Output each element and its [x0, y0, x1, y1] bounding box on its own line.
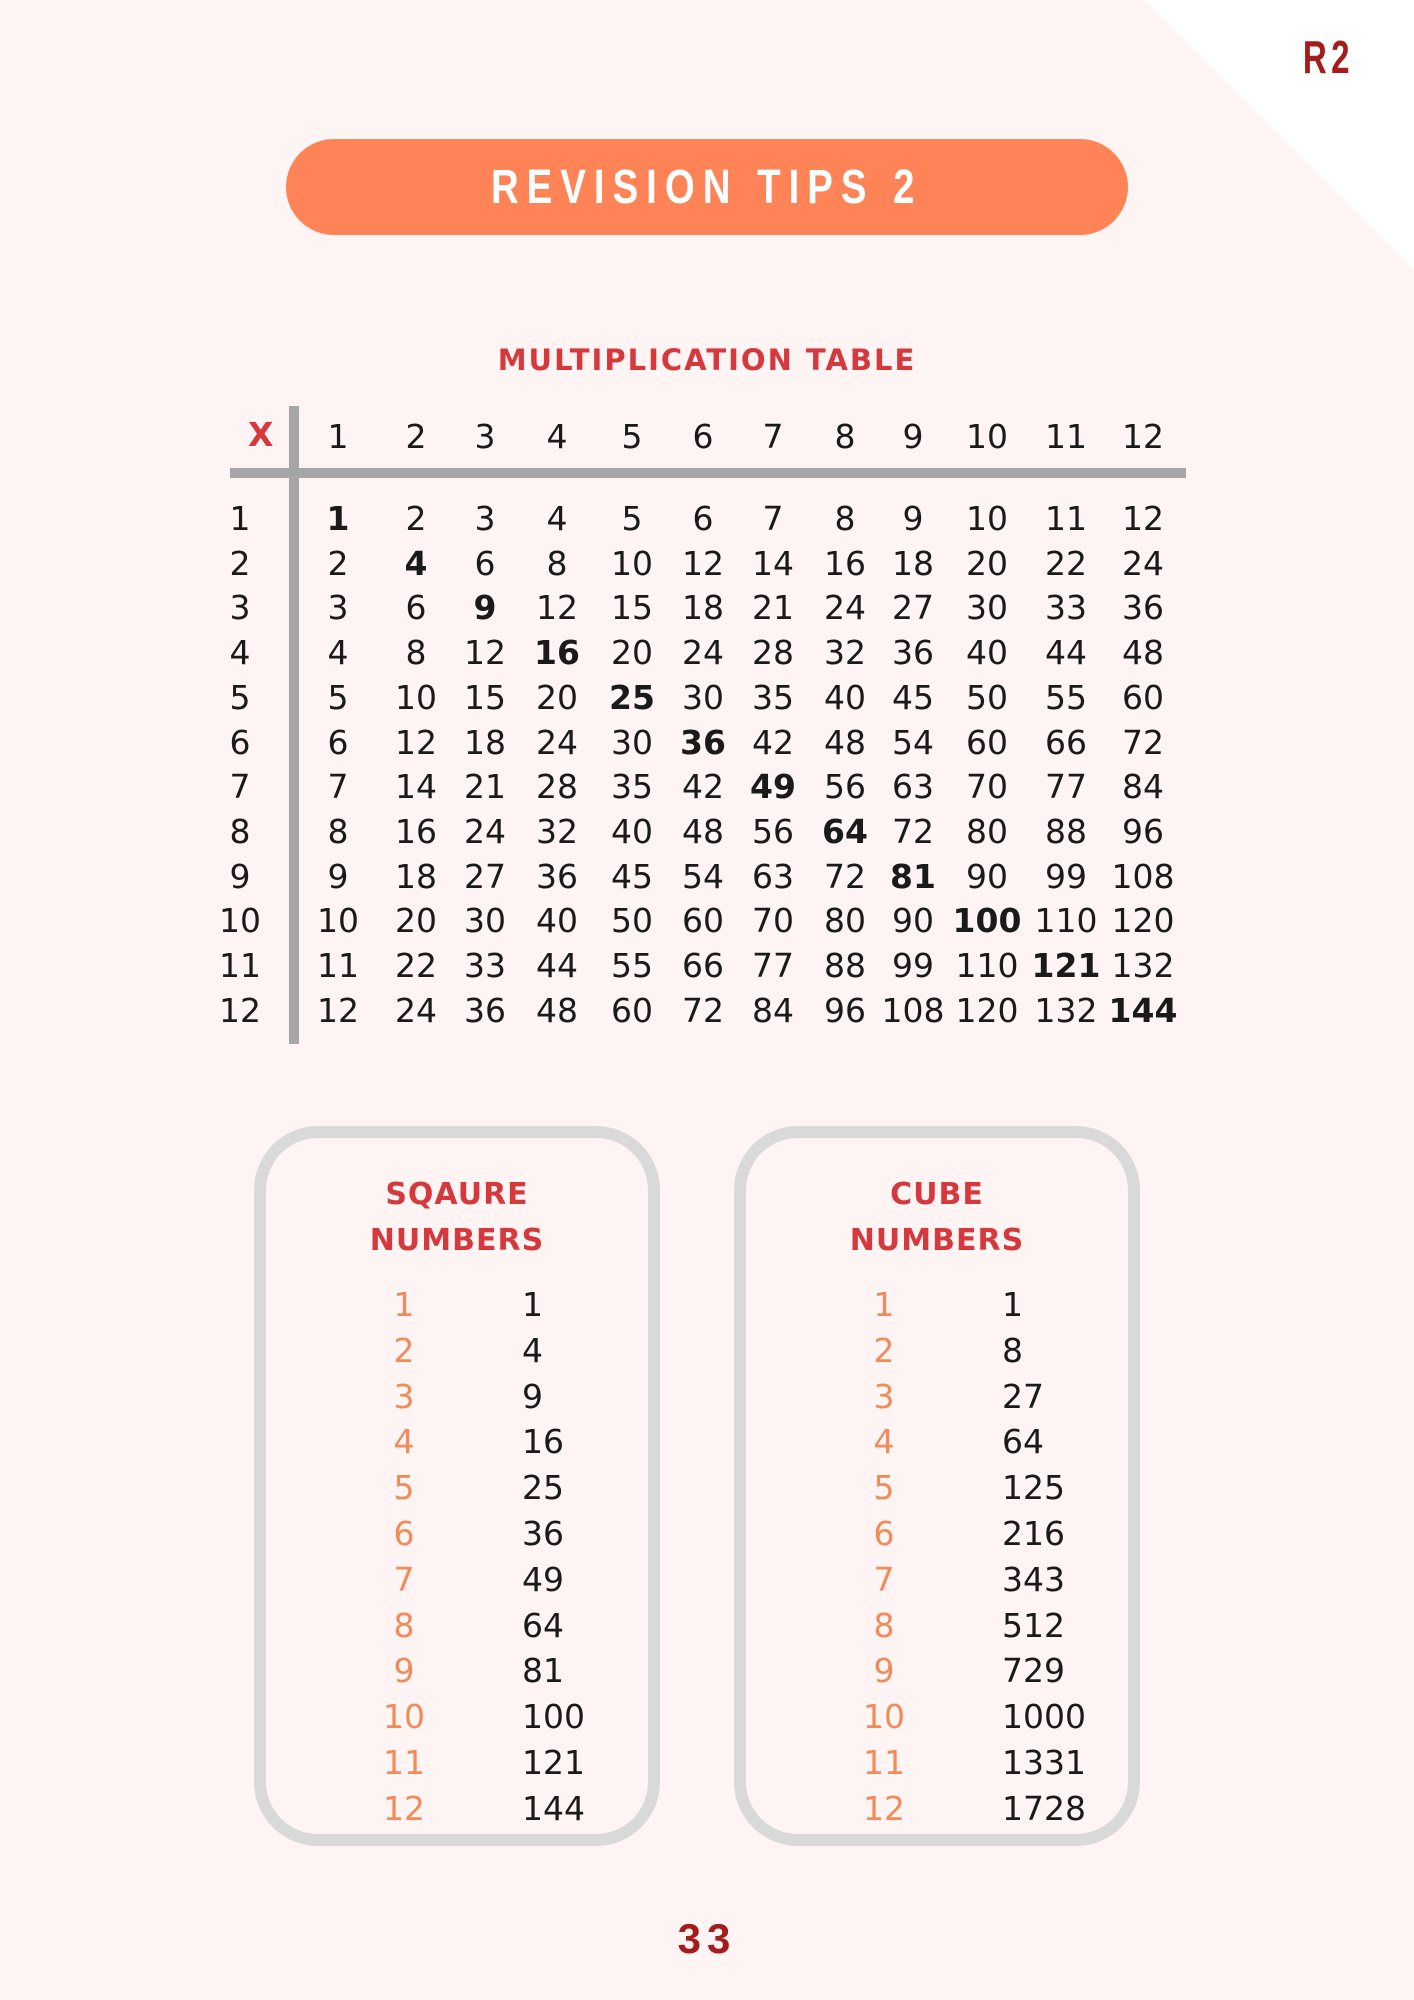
cube-number-value: 125 [1002, 1468, 1065, 1508]
table-cell: 10 [966, 499, 1008, 538]
table-cell: 2 [405, 499, 427, 538]
table-cell: 5 [621, 499, 643, 538]
table-cell: 40 [824, 677, 866, 717]
table-cell: 27 [892, 588, 934, 628]
table-cell: 15 [611, 588, 653, 628]
table-cell: 12 [536, 588, 578, 628]
square-number-index: 1 [393, 1285, 415, 1324]
square-number-value: 64 [522, 1605, 564, 1645]
square-number-value: 100 [522, 1697, 585, 1737]
table-cell-square: 121 [1031, 946, 1101, 985]
cube-number-index: 4 [873, 1422, 895, 1462]
square-number-index: 2 [393, 1330, 415, 1370]
table-cell: 36 [892, 633, 934, 673]
table-cell: 54 [682, 856, 724, 896]
table-cell-square: 36 [680, 722, 726, 762]
table-cell: 18 [395, 856, 437, 896]
table-cell: 4 [546, 499, 568, 538]
table-cell: 60 [611, 990, 653, 1030]
table-cell: 18 [464, 722, 506, 762]
column-header: 9 [902, 417, 924, 456]
table-cell: 50 [966, 677, 1008, 717]
table-cell: 28 [752, 633, 794, 673]
cube-number-value: 64 [1002, 1422, 1044, 1462]
table-cell: 12 [317, 990, 359, 1030]
cube-numbers-title [746, 1172, 1128, 1264]
table-cell: 90 [892, 901, 934, 941]
table-cell-square: 9 [473, 588, 497, 628]
table-cell: 32 [824, 633, 866, 673]
table-cell: 5 [327, 677, 349, 717]
table-cell: 45 [611, 856, 653, 896]
table-cell: 3 [327, 588, 349, 628]
row-header: 11 [219, 946, 261, 985]
table-cell: 120 [955, 990, 1019, 1030]
table-cell-square: 16 [534, 633, 580, 673]
cube-number-value: 216 [1002, 1514, 1065, 1553]
table-cell: 80 [824, 901, 866, 941]
table-cell: 14 [395, 767, 437, 807]
table-cell: 88 [824, 946, 866, 985]
table-cell: 36 [464, 990, 506, 1030]
table-cell: 28 [536, 767, 578, 807]
square-numbers-title [266, 1172, 648, 1264]
table-cell: 18 [682, 588, 724, 628]
table-cell: 44 [536, 946, 578, 985]
page-title-banner [286, 139, 1128, 235]
table-cell: 9 [327, 856, 349, 896]
table-cell: 10 [317, 901, 359, 941]
table-cell: 7 [327, 767, 349, 807]
table-cell: 72 [1122, 722, 1164, 762]
corner-label: R2 [1303, 31, 1354, 83]
square-number-value: 144 [522, 1788, 585, 1828]
column-header: 10 [966, 417, 1008, 456]
square-number-value: 81 [522, 1651, 564, 1691]
table-cell-square: 1 [326, 499, 350, 538]
row-header: 4 [229, 633, 251, 673]
table-cell: 48 [682, 811, 724, 851]
cube-number-value: 1 [1002, 1285, 1023, 1324]
table-cell: 10 [611, 543, 653, 583]
table-cell: 63 [892, 767, 934, 807]
column-header: 3 [474, 417, 496, 456]
table-cell: 60 [1122, 677, 1164, 717]
cube-number-index: 12 [863, 1788, 905, 1828]
table-cell: 96 [824, 990, 866, 1030]
table-cell: 33 [464, 946, 506, 985]
table-cell: 84 [752, 990, 794, 1030]
square-number-index: 8 [393, 1605, 415, 1645]
square-number-value: 49 [522, 1559, 564, 1599]
row-header: 2 [229, 543, 251, 583]
column-header: 12 [1122, 417, 1164, 456]
table-cell: 20 [536, 677, 578, 717]
table-cell: 66 [1045, 722, 1087, 762]
table-cell: 8 [405, 633, 427, 673]
table-cell: 30 [611, 722, 653, 762]
table-cell: 60 [682, 901, 724, 941]
table-cell: 77 [1045, 767, 1087, 807]
square-number-index: 4 [393, 1422, 415, 1462]
table-cell: 12 [464, 633, 506, 673]
table-cell-square: 81 [890, 856, 936, 896]
column-header: 5 [621, 417, 643, 456]
table-cell: 18 [892, 543, 934, 583]
table-cell: 16 [395, 811, 437, 851]
table-cell: 8 [327, 811, 349, 851]
square-number-value: 121 [522, 1743, 585, 1782]
table-cell-square: 4 [404, 543, 428, 583]
table-cell: 3 [474, 499, 496, 538]
table-cell: 12 [682, 543, 724, 583]
column-header: 1 [327, 417, 349, 456]
square-numbers-title-line2: NUMBERS [369, 1223, 545, 1258]
table-cell: 20 [966, 543, 1008, 583]
table-cell: 42 [682, 767, 724, 807]
column-header: 8 [834, 417, 856, 456]
table-cell: 36 [536, 856, 578, 896]
table-cell: 14 [752, 543, 794, 583]
table-cell: 99 [892, 946, 934, 985]
table-cell: 88 [1045, 811, 1087, 851]
cube-number-index: 1 [873, 1285, 895, 1324]
square-number-index: 11 [383, 1743, 425, 1782]
table-cell: 15 [464, 677, 506, 717]
table-cell: 72 [824, 856, 866, 896]
cube-number-index: 5 [873, 1468, 895, 1508]
table-cell: 70 [752, 901, 794, 941]
table-cell: 6 [405, 588, 427, 628]
table-vertical-rule [289, 406, 299, 1044]
row-header: 1 [229, 499, 251, 538]
cube-number-value: 1331 [1002, 1743, 1086, 1782]
table-cell: 80 [966, 811, 1008, 851]
column-header: 6 [692, 417, 714, 456]
table-cell: 63 [752, 856, 794, 896]
page-number: 33 [677, 1915, 737, 1962]
table-cell: 22 [395, 946, 437, 985]
table-cell: 132 [1034, 990, 1098, 1030]
row-header: 12 [219, 990, 261, 1030]
square-number-value: 1 [522, 1285, 543, 1324]
table-cell: 132 [1111, 946, 1175, 985]
table-cell: 10 [395, 677, 437, 717]
row-header: 5 [229, 677, 251, 717]
cube-number-index: 2 [873, 1330, 895, 1370]
table-cell: 6 [327, 722, 349, 762]
table-cell: 110 [1034, 901, 1098, 941]
table-cell: 50 [611, 901, 653, 941]
table-cell: 24 [1122, 543, 1164, 583]
cube-number-index: 8 [873, 1605, 895, 1645]
table-cell: 24 [682, 633, 724, 673]
column-header: 7 [762, 417, 784, 456]
page-title: REVISION TIPS 2 [491, 160, 923, 214]
table-cell: 108 [881, 990, 945, 1030]
row-header: 3 [229, 588, 251, 628]
table-cell: 24 [395, 990, 437, 1030]
table-cell-square: 100 [952, 901, 1022, 941]
table-cell: 35 [752, 677, 794, 717]
table-cell: 7 [762, 499, 784, 538]
square-number-value: 25 [522, 1468, 564, 1508]
cube-number-index: 7 [873, 1559, 895, 1599]
table-cell: 12 [1122, 499, 1164, 538]
table-cell: 40 [966, 633, 1008, 673]
table-cell: 24 [536, 722, 578, 762]
table-cell: 70 [966, 767, 1008, 807]
table-cell: 84 [1122, 767, 1164, 807]
table-cell-square: 25 [609, 677, 655, 717]
table-cell: 21 [752, 588, 794, 628]
table-cell: 22 [1045, 543, 1087, 583]
table-cell: 2 [327, 543, 349, 583]
table-cell: 11 [317, 946, 359, 985]
cube-numbers-box [734, 1126, 1140, 1846]
table-cell: 11 [1045, 499, 1087, 538]
table-cell: 20 [611, 633, 653, 673]
square-number-index: 7 [393, 1559, 415, 1599]
table-cell-square: 144 [1108, 990, 1178, 1030]
table-cell: 72 [892, 811, 934, 851]
square-number-index: 6 [393, 1514, 415, 1553]
table-cell: 12 [395, 722, 437, 762]
table-cell: 8 [834, 499, 856, 538]
cube-numbers-title-line2: NUMBERS [849, 1223, 1025, 1258]
table-cell: 72 [682, 990, 724, 1030]
square-number-index: 10 [383, 1697, 425, 1737]
square-number-value: 16 [522, 1422, 564, 1462]
cube-number-index: 10 [863, 1697, 905, 1737]
table-cell: 90 [966, 856, 1008, 896]
square-numbers-box [254, 1126, 660, 1846]
table-cell: 60 [966, 722, 1008, 762]
cube-number-value: 1728 [1002, 1788, 1086, 1828]
table-cell: 33 [1045, 588, 1087, 628]
square-number-index: 9 [393, 1651, 415, 1691]
table-cell: 110 [955, 946, 1019, 985]
table-cell: 40 [536, 901, 578, 941]
table-horizontal-rule [230, 468, 1186, 478]
column-header: 2 [405, 417, 427, 456]
cube-number-value: 8 [1002, 1330, 1023, 1370]
table-cell: 16 [824, 543, 866, 583]
column-header: 4 [546, 417, 568, 456]
cube-number-value: 27 [1002, 1376, 1044, 1416]
cube-number-index: 3 [873, 1376, 895, 1416]
table-cell: 4 [327, 633, 349, 673]
square-number-value: 4 [522, 1330, 543, 1370]
table-cell: 9 [902, 499, 924, 538]
multiplication-table-title: MULTIPLICATION TABLE [497, 343, 917, 377]
table-cell: 55 [1045, 677, 1087, 717]
table-cell: 54 [892, 722, 934, 762]
table-cell: 30 [464, 901, 506, 941]
table-cell: 21 [464, 767, 506, 807]
row-header: 7 [229, 767, 251, 807]
table-cell: 56 [824, 767, 866, 807]
table-cell: 20 [395, 901, 437, 941]
column-header: 11 [1045, 417, 1087, 456]
table-cell: 35 [611, 767, 653, 807]
cube-numbers-title-line1: CUBE [890, 1177, 984, 1212]
cube-number-index: 9 [873, 1651, 895, 1691]
table-cell-square: 49 [750, 767, 796, 807]
x-label: X [248, 415, 274, 454]
table-cell: 30 [966, 588, 1008, 628]
table-cell: 30 [682, 677, 724, 717]
table-cell: 48 [1122, 633, 1164, 673]
table-cell: 48 [536, 990, 578, 1030]
cube-number-value: 512 [1002, 1605, 1065, 1645]
row-header: 9 [229, 856, 251, 896]
square-numbers-title-line1: SQAURE [385, 1177, 529, 1212]
table-cell: 44 [1045, 633, 1087, 673]
cube-number-index: 6 [873, 1514, 895, 1553]
table-cell: 108 [1111, 856, 1175, 896]
table-cell: 6 [692, 499, 714, 538]
table-cell: 96 [1122, 811, 1164, 851]
table-cell: 56 [752, 811, 794, 851]
table-cell: 27 [464, 856, 506, 896]
table-cell: 48 [824, 722, 866, 762]
table-cell: 40 [611, 811, 653, 851]
square-number-value: 9 [522, 1376, 543, 1416]
square-number-index: 5 [393, 1468, 415, 1508]
table-cell: 42 [752, 722, 794, 762]
table-cell: 120 [1111, 901, 1175, 941]
table-cell: 55 [611, 946, 653, 985]
row-header: 8 [229, 811, 251, 851]
square-number-index: 3 [393, 1376, 415, 1416]
table-cell: 32 [536, 811, 578, 851]
table-cell: 8 [546, 543, 568, 583]
square-number-value: 36 [522, 1514, 564, 1553]
table-cell: 6 [474, 543, 496, 583]
table-cell: 24 [464, 811, 506, 851]
square-number-index: 12 [383, 1788, 425, 1828]
cube-number-value: 343 [1002, 1559, 1065, 1599]
table-cell: 45 [892, 677, 934, 717]
cube-number-value: 729 [1002, 1651, 1065, 1691]
table-cell: 77 [752, 946, 794, 985]
corner-decoration [1144, 0, 1414, 270]
table-cell: 99 [1045, 856, 1087, 896]
cube-number-index: 11 [863, 1743, 905, 1782]
table-cell: 24 [824, 588, 866, 628]
table-cell: 36 [1122, 588, 1164, 628]
row-header: 6 [229, 722, 251, 762]
table-cell-square: 64 [822, 811, 868, 851]
cube-number-value: 1000 [1002, 1697, 1086, 1737]
row-header: 10 [219, 901, 261, 941]
table-cell: 66 [682, 946, 724, 985]
